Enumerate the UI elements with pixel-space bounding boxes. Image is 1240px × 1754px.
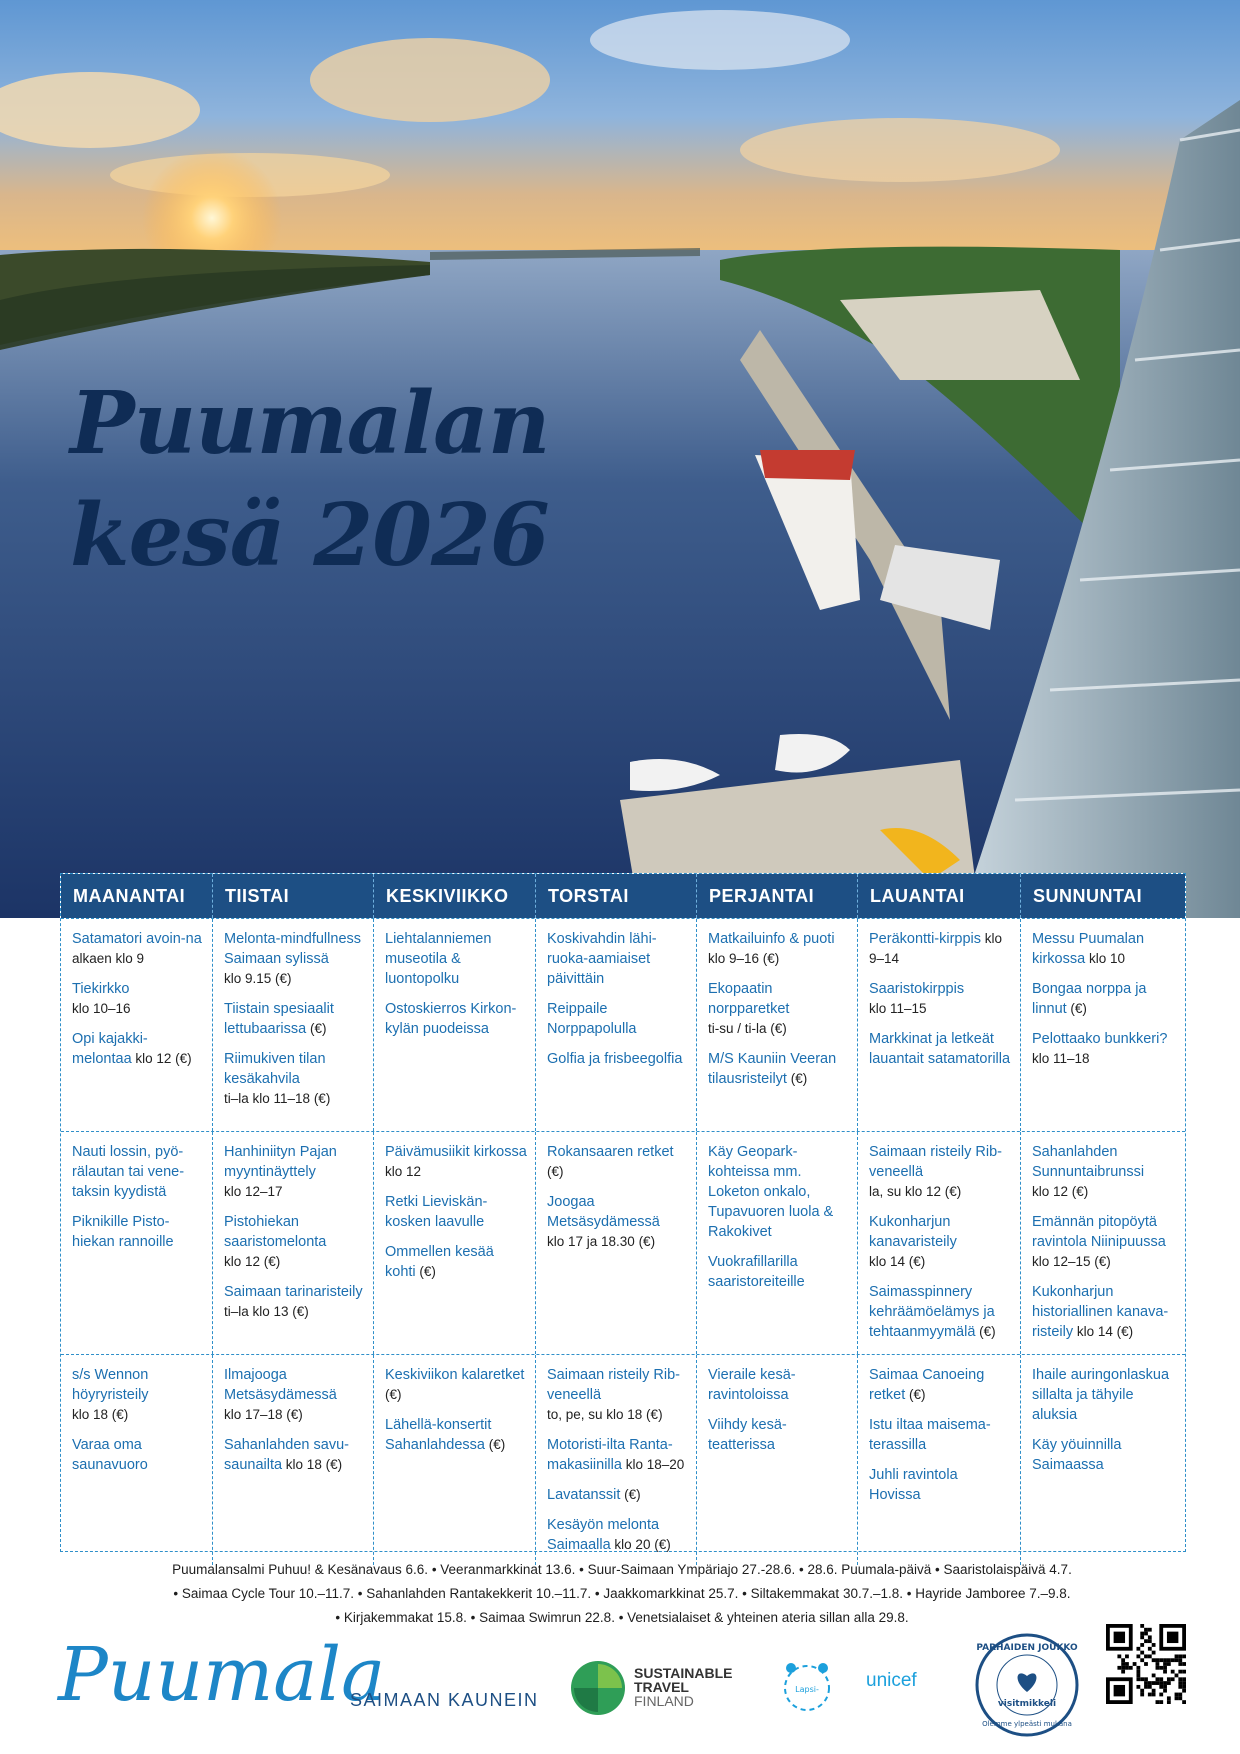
day-cell-sunnuntai xyxy=(1021,1355,1185,1565)
week-row-1 xyxy=(61,918,1185,1131)
week-row-2 xyxy=(61,1131,1185,1354)
event-title: Joogaa Metsäsydämessä xyxy=(547,1194,660,1230)
event-item xyxy=(869,1465,1012,1505)
event-time: klo 9–16 (€) xyxy=(708,951,780,966)
event-item xyxy=(72,1029,204,1069)
event-item xyxy=(385,1365,527,1405)
stf-leaf-icon xyxy=(570,1660,626,1716)
event-title: Retki Lieviskän-kosken laavulle xyxy=(385,1194,488,1230)
event-title: Ommellen kesää kohti xyxy=(385,1244,494,1280)
event-item xyxy=(869,1029,1012,1069)
event-item xyxy=(1032,1435,1177,1475)
day-header-lauantai: LAUANTAI xyxy=(858,874,1021,918)
event-item xyxy=(708,1415,849,1455)
day-cell-torstai xyxy=(536,1132,697,1354)
event-time: (€) xyxy=(1066,1001,1087,1016)
lapsiystavallinen-kunta-logo xyxy=(765,1652,855,1729)
event-time: ti-su / ti-la (€) xyxy=(708,1021,787,1036)
svg-text:Olemme ylpeästi mukana: Olemme ylpeästi mukana xyxy=(982,1720,1072,1728)
event-item xyxy=(224,1142,365,1202)
event-item xyxy=(385,999,527,1039)
event-item xyxy=(547,1049,688,1069)
day-header-tiistai: TIISTAI xyxy=(213,874,374,918)
unicef-logo: unicef xyxy=(866,1670,917,1691)
event-time: klo 10 xyxy=(1085,951,1125,966)
event-item xyxy=(1032,1212,1177,1272)
title-line-1: Puumalan xyxy=(70,373,550,474)
event-item xyxy=(708,979,849,1039)
event-item xyxy=(869,979,1012,1019)
event-title: Messu Puumalan kirkossa xyxy=(1032,931,1145,967)
event-time: la, su klo 12 (€) xyxy=(869,1184,962,1199)
events-line-1: Puumalansalmi Puhuu! & Kesänavaus 6.6. • Veeranmarkkinat 13.6. • Suur-Saimaan Ympäriajo 27.-28.6. • 28.6. Puumala-päivä • Saaristolaispäivä 4.7. xyxy=(172,1562,1072,1577)
event-title: Bongaa norppa ja linnut xyxy=(1032,981,1147,1017)
event-title: Juhli ravintola Hovissa xyxy=(869,1467,958,1503)
event-item xyxy=(385,1242,527,1282)
calendar-header xyxy=(61,874,1185,918)
day-cell-keskiviikko xyxy=(374,1355,536,1565)
event-title: Satamatori avoin-na xyxy=(72,931,202,947)
event-title: Tiistain spesiaalit lettubaarissa xyxy=(224,1001,334,1037)
events-line-3: • Kirjakemmakat 15.8. • Saimaa Swimrun 22.8. • Venetsialaiset & yhteinen ateria sillan alla 29.8. xyxy=(335,1610,909,1625)
event-title: Saimasspinnery kehräämöelämys ja tehtaanmyymälä xyxy=(869,1284,995,1340)
event-title: Saimaan risteily Rib-veneellä xyxy=(869,1144,1002,1180)
sustainable-travel-logo xyxy=(570,1660,733,1721)
event-item xyxy=(869,1142,1012,1202)
event-item xyxy=(385,1192,527,1232)
stf-line-2: TRAVEL xyxy=(634,1679,689,1695)
day-cell-perjantai xyxy=(697,1132,858,1354)
events-line-2: • Saimaa Cycle Tour 10.–11.7. • Sahanlahden Rantakekkerit 10.–11.7. • Jaakkomarkkinat 25.7. • Siltakemmakat 30.7.–1.8. • Hayride Jamboree 7.–9.8. xyxy=(173,1586,1071,1601)
day-cell-tiistai xyxy=(213,1132,374,1354)
event-title: Käy yöuinnilla Saimaassa xyxy=(1032,1437,1122,1473)
event-item xyxy=(72,929,204,969)
event-time: klo 10–16 xyxy=(72,1001,131,1016)
event-title: Saimaan risteily Rib-veneellä xyxy=(547,1367,680,1403)
svg-text:visitmikkeli: visitmikkeli xyxy=(997,1699,1057,1709)
event-time: ti–la klo 13 (€) xyxy=(224,1304,309,1319)
event-title: Keskiviikon kalaretket xyxy=(385,1367,525,1383)
event-time: klo 12–15 (€) xyxy=(1032,1254,1111,1269)
event-item xyxy=(547,1435,688,1475)
event-title: Saaristokirppis xyxy=(869,981,965,997)
day-cell-perjantai xyxy=(697,1355,858,1565)
event-time: (€) xyxy=(786,1071,808,1086)
day-cell-perjantai xyxy=(697,919,858,1131)
event-item xyxy=(1032,1282,1177,1342)
event-time: klo 12 (€) xyxy=(131,1051,192,1066)
event-item xyxy=(708,1142,849,1242)
event-time: klo 14 (€) xyxy=(869,1254,926,1269)
footer xyxy=(0,1620,1240,1754)
event-title: Markkinat ja letkeät lauantait satamatorilla xyxy=(869,1031,1011,1067)
event-item xyxy=(708,1252,849,1292)
event-title: Pistohiekan saaristomelonta xyxy=(224,1214,327,1250)
event-title: Vuokrafillarilla saaristoreiteille xyxy=(708,1254,805,1290)
event-title: Päivämusiikit kirkossa xyxy=(385,1144,527,1160)
event-item xyxy=(708,1049,849,1089)
event-item xyxy=(72,1435,204,1475)
day-cell-keskiviikko xyxy=(374,919,536,1131)
event-title: Saimaan tarinaristeily xyxy=(224,1284,363,1300)
day-cell-sunnuntai xyxy=(1021,1132,1185,1354)
event-item xyxy=(224,929,365,989)
event-time: klo 12–17 xyxy=(224,1184,283,1199)
day-cell-maanantai xyxy=(61,919,213,1131)
day-cell-lauantai xyxy=(858,1132,1021,1354)
event-title: Saimaa Canoeing retket xyxy=(869,1367,985,1403)
event-item xyxy=(547,1142,688,1182)
event-time: klo 18 (€) xyxy=(72,1407,129,1422)
event-title: Peräkontti-kirppis xyxy=(869,931,982,947)
event-title: Kukonharjun historiallinen kanava-risteily xyxy=(1032,1284,1169,1340)
event-title: Viihdy kesä-teatterissa xyxy=(708,1417,787,1453)
day-header-perjantai: PERJANTAI xyxy=(697,874,858,918)
event-title: Ilmajooga Metsäsydämessä xyxy=(224,1367,337,1403)
event-item xyxy=(72,979,204,1019)
event-time: klo 9.15 (€) xyxy=(224,971,292,986)
stf-line-1: SUSTAINABLE xyxy=(634,1665,733,1681)
event-title: Opi kajakki-melontaa xyxy=(72,1031,148,1067)
day-header-sunnuntai: SUNNUNTAI xyxy=(1033,886,1143,906)
event-time: (€) xyxy=(620,1487,641,1502)
event-title: Koskivahdin lähi-ruoka-aamiaiset päivittäin xyxy=(547,931,657,987)
event-title: Golfia ja frisbeegolfia xyxy=(547,1051,683,1067)
event-time: klo 17–18 (€) xyxy=(224,1407,303,1422)
event-time: (€) xyxy=(484,1437,506,1452)
event-item xyxy=(547,999,688,1039)
event-item xyxy=(547,1365,688,1425)
event-item xyxy=(72,1142,204,1202)
event-time: klo 20 (€) xyxy=(610,1537,671,1552)
event-time: klo 17 ja 18.30 (€) xyxy=(547,1234,656,1249)
event-item xyxy=(547,1515,688,1555)
event-time: klo 12 (€) xyxy=(1032,1184,1089,1199)
event-title: Vieraile kesä-ravintoloissa xyxy=(708,1367,796,1403)
day-cell-torstai xyxy=(536,919,697,1131)
event-title: s/s Wennon höyryristeily xyxy=(72,1367,149,1403)
event-item xyxy=(708,1365,849,1405)
event-item xyxy=(1032,1365,1177,1425)
day-cell-tiistai xyxy=(213,1355,374,1565)
event-item xyxy=(869,929,1012,969)
event-title: Tiekirkko xyxy=(72,981,130,997)
event-time: klo 11–15 xyxy=(869,1001,927,1016)
event-time: klo 18 (€) xyxy=(282,1457,343,1472)
day-cell-lauantai xyxy=(858,1355,1021,1565)
event-time: klo 11–18 xyxy=(1032,1051,1090,1066)
event-title: Kukonharjun kanavaristeily xyxy=(869,1214,957,1250)
event-title: M/S Kauniin Veeran tilausristeilyt xyxy=(708,1051,837,1087)
event-title: Ostoskierros Kirkon-kylän puodeissa xyxy=(385,1001,517,1037)
child-friendly-icon xyxy=(765,1652,855,1724)
event-title: Hanhiniityn Pajan myyntinäyttely xyxy=(224,1144,337,1180)
event-item xyxy=(224,1435,365,1475)
day-cell-lauantai xyxy=(858,919,1021,1131)
event-item xyxy=(547,1485,688,1505)
puumala-logo: Puumala xyxy=(58,1632,386,1718)
event-title: Rokansaaren retket xyxy=(547,1144,674,1160)
event-time: (€) xyxy=(975,1324,996,1339)
event-time: (€) xyxy=(905,1387,926,1402)
event-title: Sahanlahden Sunnuntaibrunssi xyxy=(1032,1144,1145,1180)
event-time: alkaen klo 9 xyxy=(72,951,145,966)
event-title: Ihaile auringonlaskua sillalta ja tähyile aluksia xyxy=(1032,1367,1170,1423)
title-line-2: kesä 2026 xyxy=(70,485,549,586)
event-item xyxy=(224,1365,365,1425)
event-item xyxy=(72,1212,204,1252)
event-time: ti–la klo 11–18 (€) xyxy=(224,1091,331,1106)
event-title: Lähellä-konsertit Sahanlahdessa xyxy=(385,1417,492,1453)
event-title: Emännän pitopöytä ravintola Niinipuussa xyxy=(1032,1214,1166,1250)
slogan: SAIMAAN KAUNEIN xyxy=(350,1690,539,1710)
event-item xyxy=(869,1282,1012,1342)
parhaiden-joukko-badge xyxy=(972,1630,1082,1745)
stf-line-3: FINLAND xyxy=(634,1693,694,1709)
event-time: klo 12 (€) xyxy=(224,1254,281,1269)
svg-text:Lapsi-: Lapsi- xyxy=(795,1685,819,1694)
event-title: Sahanlahden savu-saunailta xyxy=(224,1437,349,1473)
event-title: Matkailuinfo & puoti xyxy=(708,931,835,947)
week-row-3 xyxy=(61,1354,1185,1551)
event-time: klo 12 xyxy=(385,1164,422,1179)
event-title: Lavatanssit xyxy=(547,1487,621,1503)
event-title: Reippaile Norppapolulla xyxy=(547,1001,637,1037)
event-title: Riimukiven tilan kesäkahvila xyxy=(224,1051,326,1087)
event-title: Motoristi-ilta Ranta-makasiinilla xyxy=(547,1437,673,1473)
event-time: klo 9–14 xyxy=(869,931,1003,966)
event-item xyxy=(869,1212,1012,1272)
event-item xyxy=(547,929,688,989)
event-title: Käy Geopark-kohteissa mm. Loketon onkalo, Tupavuoren luola & Rakokivet xyxy=(708,1144,834,1240)
event-title: Pelottaako bunkkeri? xyxy=(1032,1031,1168,1047)
event-time: klo 18–20 xyxy=(621,1457,685,1472)
calendar-body xyxy=(61,918,1185,1551)
qr-code-icon xyxy=(1106,1624,1186,1704)
day-cell-maanantai xyxy=(61,1132,213,1354)
qr-code[interactable] xyxy=(1106,1624,1186,1709)
day-cell-tiistai xyxy=(213,919,374,1131)
weekly-calendar xyxy=(60,873,1186,1552)
event-item xyxy=(224,999,365,1039)
event-title: Varaa oma saunavuoro xyxy=(72,1437,148,1473)
event-title: Liehtalanniemen museotila & luontopolku xyxy=(385,931,492,987)
event-time: (€) xyxy=(415,1264,436,1279)
event-time: (€) xyxy=(385,1387,402,1402)
day-header-maanantai: MAANANTAI xyxy=(61,874,213,918)
day-cell-keskiviikko xyxy=(374,1132,536,1354)
event-time: klo 14 (€) xyxy=(1073,1324,1134,1339)
event-title: Nauti lossin, pyö-rälautan tai vene-taksin kyydistä xyxy=(72,1144,185,1200)
event-item xyxy=(547,1192,688,1252)
event-item xyxy=(224,1282,365,1322)
day-cell-torstai xyxy=(536,1355,697,1565)
event-item xyxy=(708,929,849,969)
day-header-keskiviikko: KESKIVIIKKO xyxy=(374,874,536,918)
svg-text:PARHAIDEN JOUKKO: PARHAIDEN JOUKKO xyxy=(976,1643,1078,1653)
page-title xyxy=(70,368,549,592)
event-item xyxy=(385,1415,527,1455)
event-time: to, pe, su klo 18 (€) xyxy=(547,1407,663,1422)
event-item xyxy=(1032,929,1177,969)
event-item xyxy=(385,929,527,989)
visitmikkeli-badge-icon xyxy=(972,1630,1082,1740)
event-item xyxy=(72,1365,204,1425)
event-time: (€) xyxy=(547,1164,564,1179)
event-item xyxy=(869,1415,1012,1455)
event-title: Kesäyön melonta Saimaalla xyxy=(547,1517,660,1553)
event-title: Istu iltaa maisema-terassilla xyxy=(869,1417,991,1453)
event-time: (€) xyxy=(306,1021,327,1036)
event-item xyxy=(869,1365,1012,1405)
day-cell-sunnuntai xyxy=(1021,919,1185,1131)
day-header-torstai: TORSTAI xyxy=(536,874,697,918)
day-cell-maanantai xyxy=(61,1355,213,1565)
event-item xyxy=(1032,1142,1177,1202)
event-title: Melonta-mindfullness Saimaan sylissä xyxy=(224,931,362,967)
event-item xyxy=(1032,979,1177,1019)
event-item xyxy=(385,1142,527,1182)
event-item xyxy=(224,1049,365,1109)
event-title: Piknikille Pisto-hiekan rannoille xyxy=(72,1214,174,1250)
event-item xyxy=(224,1212,365,1272)
event-title: Ekopaatin norpparetket xyxy=(708,981,790,1017)
event-item xyxy=(1032,1029,1177,1069)
